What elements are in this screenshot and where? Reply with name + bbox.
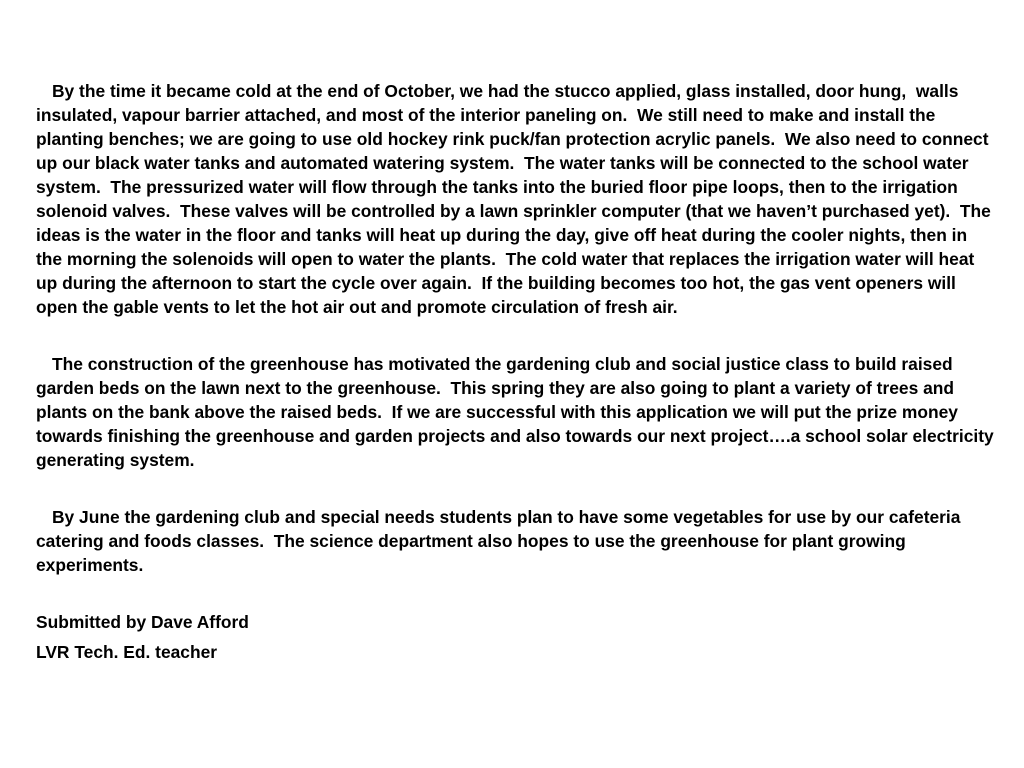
- paragraph-garden-beds: The construction of the greenhouse has motivated the gardening club and social justice class to build raised garden beds on the lawn next to the greenhouse. This spring they are also going to plant a variety of trees and plants on the bank above the raised beds. If we are successful with this application we will put the prize money towards finishing the greenhouse and garden projects and also towards our next project….a school solar electricity generating system.: [36, 354, 999, 470]
- document-body: [36, 79, 999, 664]
- paragraph-construction-progress: By the time it became cold at the end of October, we had the stucco applied, glass installed, door hung, walls insulated, vapour barrier attached, and most of the interior paneling on. We still need to make and install the planting benches; we are going to use old hockey rink puck/fan protection acrylic panels. We also need to connect up our black water tanks and automated watering system. The water tanks will be connected to the school water system. The pressurized water will flow through the tanks into the buried floor pipe loops, then to the irrigation solenoid valves. These valves will be controlled by a lawn sprinkler computer (that we haven’t purchased yet). The ideas is the water in the floor and tanks will heat up during the day, give off heat during the cooler nights, then in the morning the solenoids will open to water the plants. The cold water that replaces the irrigation water will heat up during the afternoon to start the cycle over again. If the building becomes too hot, the gas vent openers will open the gable vents to let the hot air out and promote circulation of fresh air.: [36, 81, 996, 317]
- signature-title: LVR Tech. Ed. teacher: [36, 642, 218, 662]
- paragraph-future-plans: By June the gardening club and special needs students plan to have some vegetables for use by our cafeteria catering and foods classes. The science department also hopes to use the greenhouse for plant growing experiments.: [36, 507, 966, 575]
- signature-submitted-by: Submitted by Dave Afford: [36, 612, 249, 632]
